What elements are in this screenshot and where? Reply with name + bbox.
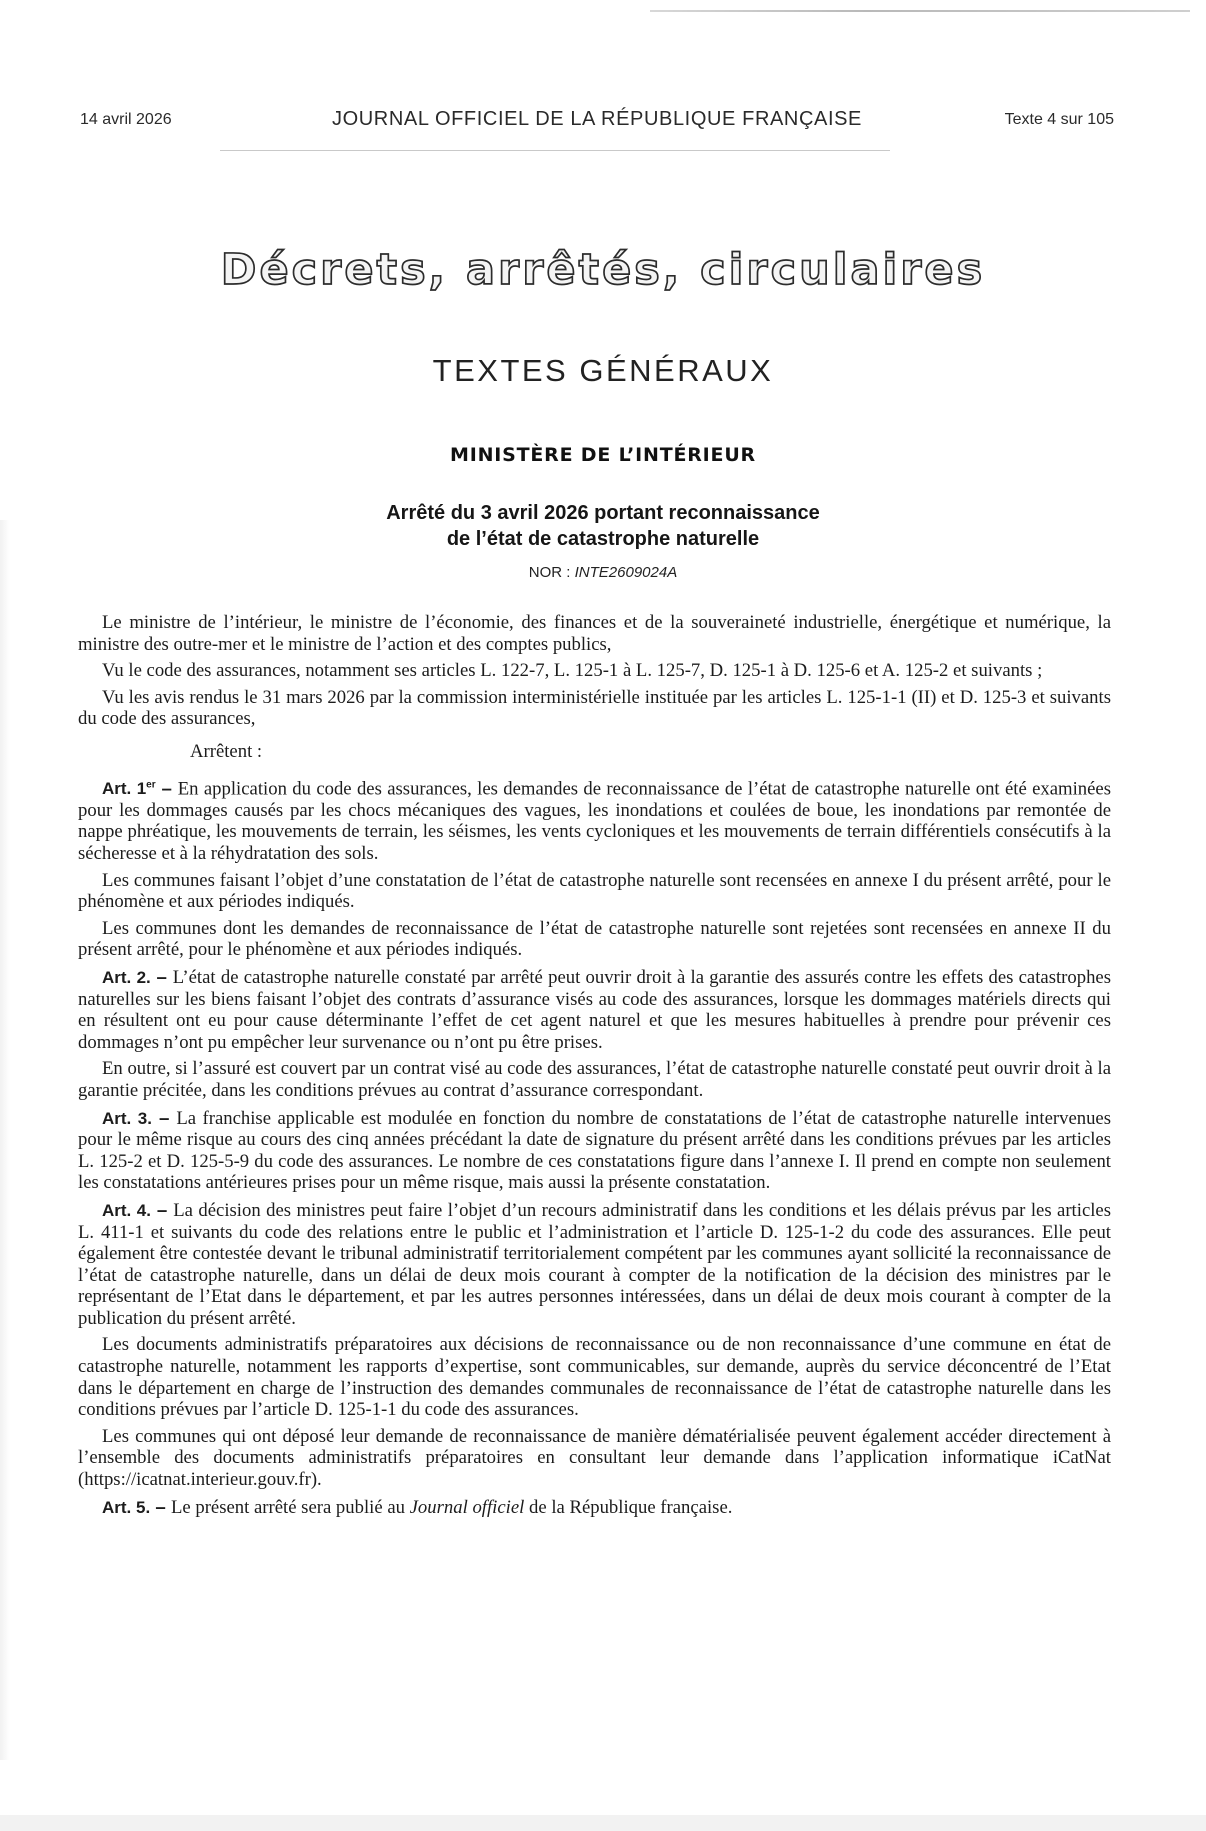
article-separator: – xyxy=(155,777,178,799)
article-3-label: Art. 3. xyxy=(102,1108,152,1128)
article-2-label: Art. 2. xyxy=(102,967,151,987)
article-4-paragraph-2: Les documents administratifs préparatoires aux décisions de reconnaissance ou de non reconnaissance d’une commune en état de catastrophe naturelle, notamment les rapports d’expertise, sont communicables, sur demande, auprès du service déconcentré de l’Etat dans le département en charge de l’instruction des demandes communales de reconnaissance de l’état de catastrophe naturelle dans les conditions prévues par l’article D. 125-1-1 du code des assurances. xyxy=(78,1334,1111,1421)
arretent: Arrêtent : xyxy=(190,740,263,762)
subsection-title: TEXTES GÉNÉRAUX xyxy=(432,353,774,388)
decree-title-line-2: de l’état de catastrophe naturelle xyxy=(446,528,760,550)
article-4-paragraph-3: Les communes qui ont déposé leur demande de reconnaissance de manière dématérialisée peuvent également accéder directement à l’ensemble des documents administratifs préparatoires en consultant leur demande dans l’application informatique iCatNat (https://icatnat.interieur.gouv.fr). xyxy=(78,1425,1111,1491)
article-separator: – xyxy=(151,1106,177,1128)
article-1-paragraph-3: Les communes dont les demandes de reconnaissance de l’état de catastrophe naturelle sont rejetées sont recensées en annexe II du présent arrêté, pour le phénomène et aux périodes indiqués. xyxy=(78,917,1111,961)
article-5-paragraph-1: Art. 5. – Le présent arrêté sera publié au Journal officiel de la République française. xyxy=(102,1495,733,1518)
scan-edge-top xyxy=(650,10,1190,12)
publication-date: 14 avril 2026 xyxy=(80,111,172,128)
decree-body xyxy=(78,612,1111,1523)
header-divider xyxy=(220,150,890,151)
article-3-paragraph-1: Art. 3. – La franchise applicable est modulée en fonction du nombre de constatations de l’état de catastrophe naturelle intervenues pour le même risque au cours des cinq années précédant la date de signature du présent arrêté dans les conditions prévues par les articles L. 125-2 et D. 125-5-9 du code des assurances. Le nombre de ces constatations figure dans l’annexe I. Il prend en compte non seulement les constatations antérieures prises pour un même risque, mais aussi la présente constatation. xyxy=(78,1106,1111,1194)
article-1-paragraph-1: Art. 1er – En application du code des assurances, les demandes de reconnaissance de l’état de catastrophe naturelle ont été examinées pour les dommages causés par les chocs mécaniques des vagues, les inondations et coulées de boue, les inondations par remontée de nappe phréatique, les mouvements de terrain, les séismes, les vents cycloniques et les mouvements de terrain différentiels consécutifs à la sécheresse et à la réhydratation des sols. xyxy=(78,777,1111,864)
ministry-heading: MINISTÈRE DE L’INTÉRIEUR xyxy=(450,444,756,466)
decree-title-line-1: Arrêté du 3 avril 2026 portant reconnaissance xyxy=(386,502,820,524)
article-2-paragraph-2: En outre, si l’assuré est couvert par un contrat visé au code des assurances, l’état de catastrophe naturelle constaté peut ouvrir droit à la garantie précitée, dans les conditions prévues au contrat d’assurance correspondant. xyxy=(78,1058,1111,1101)
section-title: Décrets, arrêtés, circulaires xyxy=(220,245,986,295)
preamble-vu-1: Vu le code des assurances, notamment ses articles L. 122-7, L. 125-1 à L. 125-7, D. 125-1 à D. 125-6 et A. 125-2 et suivants ; xyxy=(102,660,1043,682)
scan-edge-bottom xyxy=(0,1815,1206,1831)
article-2-paragraph-1: Art. 2. – L’état de catastrophe naturelle constaté par arrêté peut ouvrir droit à la garantie des assurés contre les effets des catastrophes naturelles sur les biens faisant l’objet des contrats d’assurance visés au code des assurances, lorsque les dommages matériels directs qui en résultent ont eu pour cause déterminante l’effet de cet agent naturel et que les mesures habituelles à prendre pour prévenir ces dommages n’ont pu empêcher leur survenance ou n’ont pu être prises. xyxy=(78,965,1111,1053)
page-header xyxy=(80,108,1114,134)
article-4-label: Art. 4. xyxy=(102,1200,151,1220)
article-1-label: Art. 1er xyxy=(102,779,156,799)
article-separator: – xyxy=(150,1198,174,1220)
article-5-label: Art. 5. xyxy=(102,1497,151,1517)
journal-title: JOURNAL OFFICIEL DE LA RÉPUBLIQUE FRANÇAISE xyxy=(332,108,862,130)
nor-label: NOR : xyxy=(528,564,575,581)
nor-reference xyxy=(0,564,1206,581)
scan-edge-left xyxy=(0,520,10,1760)
article-separator: – xyxy=(150,1495,171,1517)
article-4-paragraph-1: Art. 4. – La décision des ministres peut faire l’objet d’un recours administratif dans les conditions et les délais prévus par les articles L. 411-1 et suivants du code des relations entre le public et l’administration et l’article D. 125-1-2 du code des assurances. Elle peut également être contestée devant le tribunal administratif territorialement compétent par les communes ayant sollicité la reconnaissance de l’état de catastrophe naturelle, dans un délai de deux mois courant à compter de la notification de la décision des ministres par le représentant de l’Etat dans le département, et par les autres personnes intéressées, dans un délai de deux mois courant à compter de la publication du présent arrêté. xyxy=(78,1198,1111,1329)
nor-code: INTE2609024A xyxy=(574,564,678,581)
decree-title xyxy=(0,500,1206,552)
article-separator: – xyxy=(150,965,173,987)
preamble-vu-2: Vu les avis rendus le 31 mars 2026 par la commission interministérielle instituée par les articles L. 125-1-1 (II) et D. 125-3 et suivants du code des assurances, xyxy=(78,686,1111,730)
journal-officiel-italic: Journal officiel xyxy=(409,1496,525,1518)
preamble-intro: Le ministre de l’intérieur, le ministre de l’économie, des finances et de la souveraineté industrielle, énergétique et numérique, la ministre des outre-mer et le ministre de l’action et des comptes publics, xyxy=(78,612,1111,655)
text-number: Texte 4 sur 105 xyxy=(1004,111,1114,128)
article-1-paragraph-2: Les communes faisant l’objet d’une constatation de l’état de catastrophe naturelle sont recensées en annexe I du présent arrêté, pour le phénomène et aux périodes indiqués. xyxy=(78,869,1111,913)
